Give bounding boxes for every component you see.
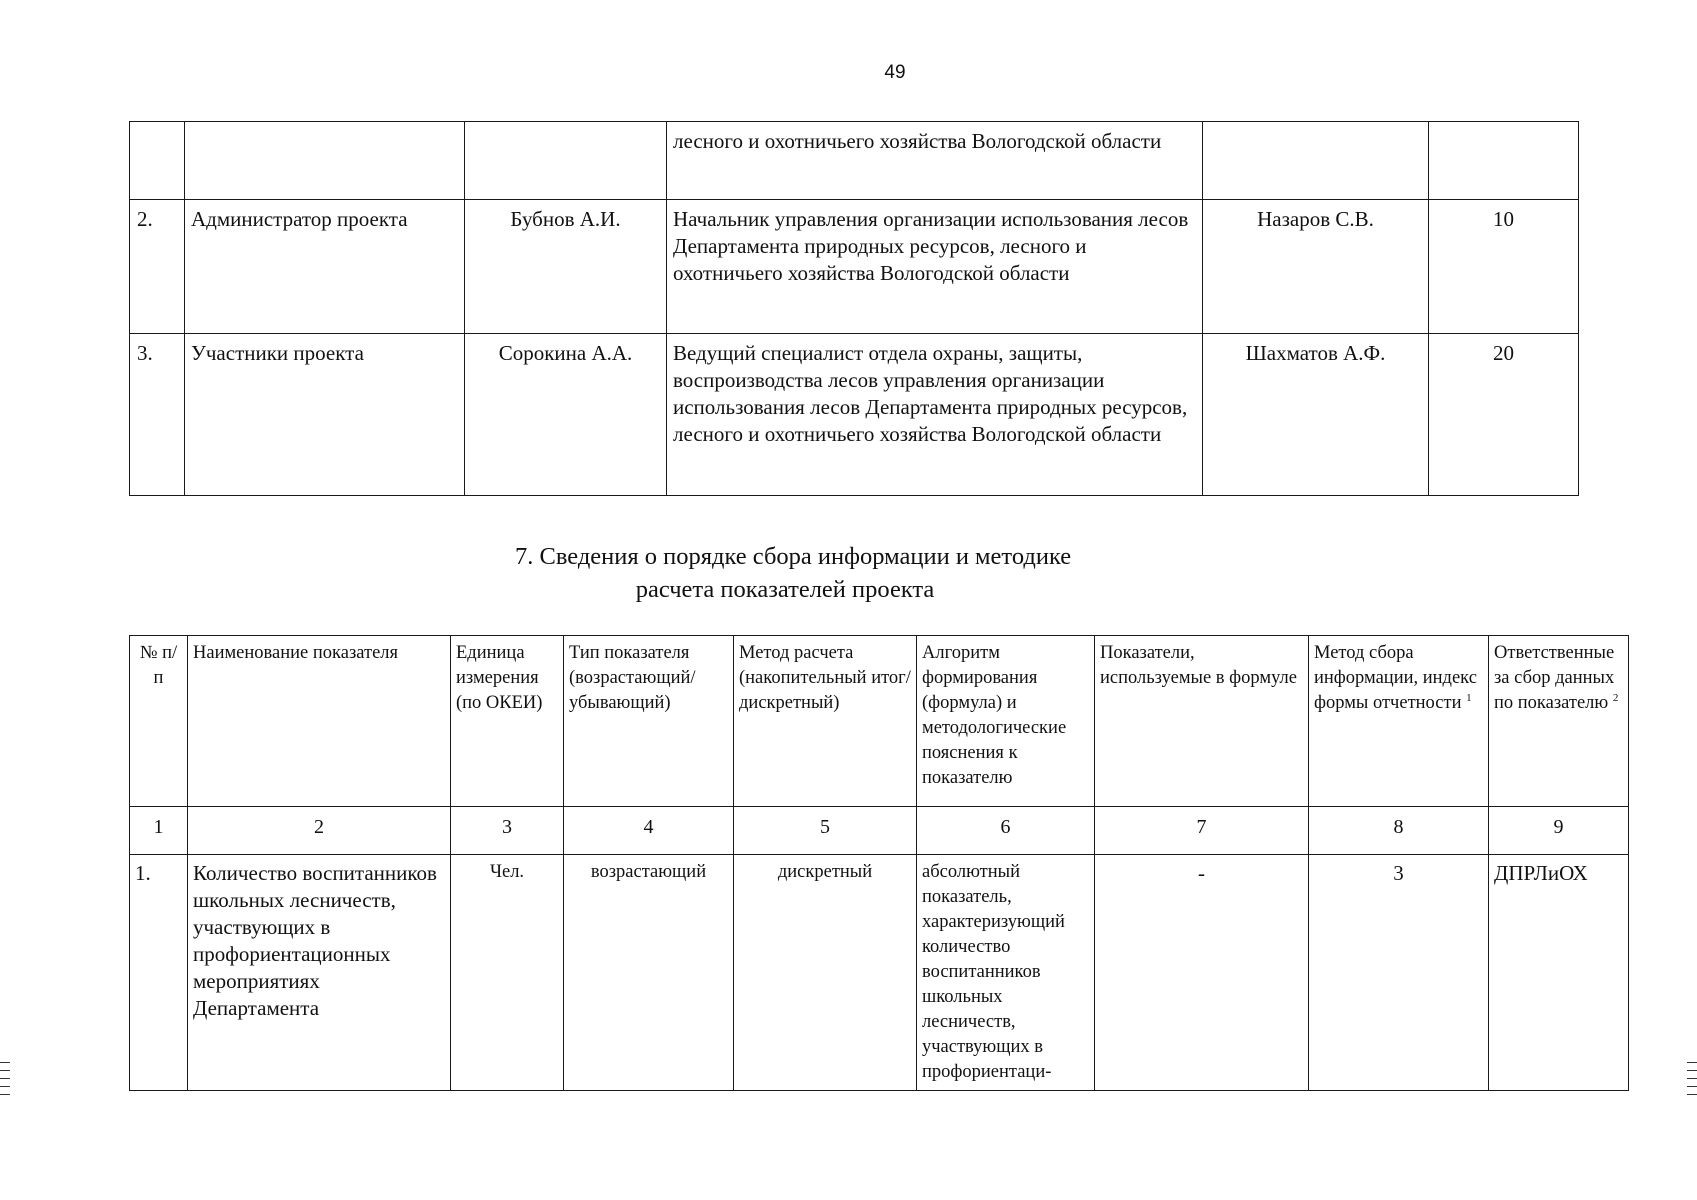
row-number: 1. xyxy=(130,855,188,1091)
person-name xyxy=(465,122,667,200)
header-name: Наименование показателя xyxy=(188,636,451,807)
project-team-table xyxy=(129,121,1579,496)
indicators-methodology-table xyxy=(129,635,1629,1091)
header-responsible-text: Ответственные за сбор данных по показателю xyxy=(1494,643,1615,713)
table-row xyxy=(130,200,1579,334)
column-number: 7 xyxy=(1095,807,1309,855)
person-name: Бубнов А.И. xyxy=(465,200,667,334)
project-role xyxy=(185,122,465,200)
scan-edge-marks-left xyxy=(0,1062,10,1102)
involvement-value: 10 xyxy=(1429,200,1579,334)
row-number xyxy=(130,122,185,200)
person-position: лесного и охотничьего хозяйства Вологодской области xyxy=(667,122,1203,200)
scan-edge-marks-right xyxy=(1687,1062,1697,1102)
header-row xyxy=(130,636,1629,807)
indicator-collection-method: 3 xyxy=(1309,855,1489,1091)
row-number: 3. xyxy=(130,334,185,496)
person-position: Ведущий специалист отдела охраны, защиты, воспроизводства лесов управления организации использования лесов Департамента природных ресурсов, лесного и охотничьего хозяйства Вологодской области xyxy=(667,334,1203,496)
table-row xyxy=(130,334,1579,496)
column-number: 8 xyxy=(1309,807,1489,855)
section-title-line-2: расчета показателей проекта xyxy=(635,576,935,603)
column-number: 6 xyxy=(917,807,1095,855)
header-type: Тип показателя (возрастающий/убывающий) xyxy=(564,636,734,807)
direct-manager xyxy=(1203,122,1429,200)
header-responsible xyxy=(1489,636,1629,807)
column-number: 1 xyxy=(130,807,188,855)
header-method: Метод расчета (накопительный итог/дискретный) xyxy=(734,636,917,807)
involvement-value: 20 xyxy=(1429,334,1579,496)
header-num: № п/п xyxy=(130,636,188,807)
column-number: 3 xyxy=(451,807,564,855)
column-number: 4 xyxy=(564,807,734,855)
header-collection-text: Метод сбора информации, индекс формы отчетности xyxy=(1314,643,1477,713)
table-row xyxy=(130,122,1579,200)
column-number: 2 xyxy=(188,807,451,855)
footnote-marker: 1 xyxy=(1466,691,1472,704)
project-role: Администратор проекта xyxy=(185,200,465,334)
direct-manager: Шахматов А.Ф. xyxy=(1203,334,1429,496)
indicator-method: дискретный xyxy=(734,855,917,1091)
column-number-row xyxy=(130,807,1629,855)
indicator-unit: Чел. xyxy=(451,855,564,1091)
person-name: Сорокина А.А. xyxy=(465,334,667,496)
table-row xyxy=(130,855,1629,1091)
indicator-responsible: ДПРЛиОХ xyxy=(1489,855,1629,1091)
project-role: Участники проекта xyxy=(185,334,465,496)
person-position: Начальник управления организации использования лесов Департамента природных ресурсов, лесного и охотничьего хозяйства Вологодской области xyxy=(667,200,1203,334)
header-indicators: Показатели, используемые в формуле xyxy=(1095,636,1309,807)
direct-manager: Назаров С.В. xyxy=(1203,200,1429,334)
header-unit: Единица измерения (по ОКЕИ) xyxy=(451,636,564,807)
indicator-formula-inputs: - xyxy=(1095,855,1309,1091)
indicator-name: Количество воспитанников школьных лесничеств, участвующих в профориентационных мероприятиях Департамента xyxy=(188,855,451,1091)
involvement-value xyxy=(1429,122,1579,200)
column-number: 9 xyxy=(1489,807,1629,855)
header-collection xyxy=(1309,636,1489,807)
header-algorithm: Алгоритм формирования (формула) и методологические пояснения к показателю xyxy=(917,636,1095,807)
row-number: 2. xyxy=(130,200,185,334)
section-heading xyxy=(515,540,1072,606)
page-number: 49 xyxy=(884,62,906,83)
indicator-type: возрастающий xyxy=(564,855,734,1091)
section-title-line-1: 7. Сведения о порядке сбора информации и методике xyxy=(515,543,1072,570)
footnote-marker: 2 xyxy=(1612,691,1619,704)
column-number: 5 xyxy=(734,807,917,855)
indicator-algorithm: абсолютный показатель, характеризующий количество воспитанников школьных лесничеств, участвующих в профориентаци- xyxy=(917,855,1095,1091)
